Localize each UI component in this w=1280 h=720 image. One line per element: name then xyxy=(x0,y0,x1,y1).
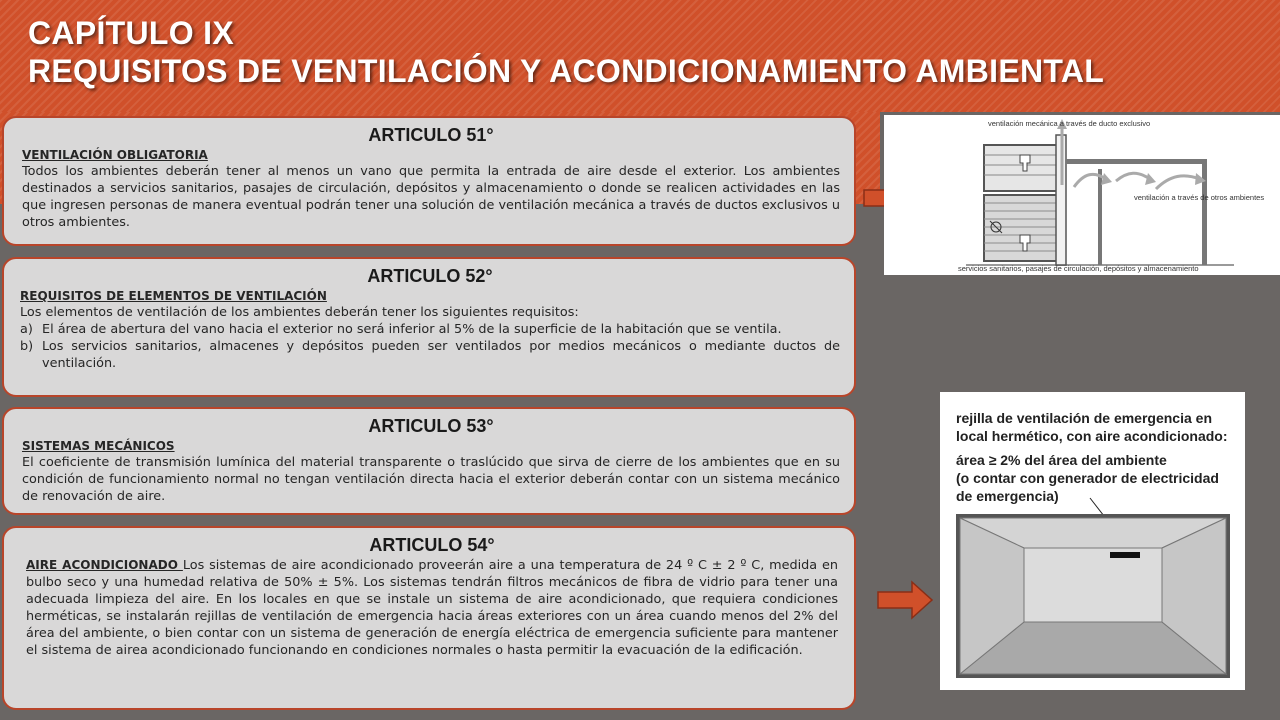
item-b-marker: b) xyxy=(20,339,34,354)
page-title xyxy=(28,14,1104,90)
hermetic-room-figure xyxy=(940,392,1245,690)
article-51-subtitle: VENTILACIÓN OBLIGATORIA xyxy=(22,148,208,162)
article-54-title: ARTICULO 54° xyxy=(369,535,495,555)
article-51-text: Todos los ambientes deberán tener al menos un vano que permita la entrada de aire desde el exterior. Los ambientes destinados a servicios sanitarios, pasajes de circulación, depósitos y almacenamiento o donde se realicen actividades en las que ingresen personas de manera eventual podrán tener una solución de ventilación mecánica a través de ductos exclusivos u otros ambientes. xyxy=(22,164,840,230)
article-52-text: Los elementos de ventilación de los ambientes deberán tener los siguientes requisitos: xyxy=(20,305,579,320)
article-51-title: ARTICULO 51° xyxy=(368,125,494,145)
article-52-title: ARTICULO 52° xyxy=(367,266,493,286)
label-service-rooms: servicios sanitarios, pasajes de circulación, depósitos y almacenamiento xyxy=(958,264,1199,273)
fig2-line-2: local hermético, con aire acondicionado: xyxy=(956,428,1228,444)
item-b-text: Los servicios sanitarios, almacenes y depósitos pueden ser ventilados por medios mecánicos o mediante ductos de ventilación. xyxy=(42,339,840,371)
article-52-item-a xyxy=(20,321,840,338)
article-52-item-b xyxy=(20,338,840,372)
article-54-text: Los sistemas de aire acondicionado proveerán aire a una temperatura de 24 º C ± 2 º C, medida en bulbo seco y una humedad relativa de 50% ± 5%. Los sistemas tendrán filtros mecánicos de fibra de vidrio para tener una adecuada limpieza del aire. En los locales en que se instale un sistema de aire acondicionado, que requiera condiciones herméticas, se instalarán rejillas de ventilación de emergencia hacia áreas exteriores con un área cuando menos del 2% del área del ambiente, o bien contar con un sistema de generación de energía eléctrica de emergencia suficiente para mantener el sistema de airea acondicionado funcionando en condiciones normales o hasta permitir la evacuación de la edificación. xyxy=(26,558,838,658)
article-52-subtitle: REQUISITOS DE ELEMENTOS DE VENTILACIÓN xyxy=(20,289,327,303)
article-52-box xyxy=(2,257,856,397)
label-exclusive-duct: ventilación mecánica a través de ducto exclusivo xyxy=(988,119,1151,128)
fig2-line-5: de emergencia) xyxy=(956,488,1059,504)
ventilation-diagram xyxy=(884,115,1280,275)
fig2-line-1: rejilla de ventilación de emergencia en xyxy=(956,410,1212,426)
chapter-title: REQUISITOS DE VENTILACIÓN Y ACONDICIONAMIENTO AMBIENTAL xyxy=(28,53,1105,89)
item-a-marker: a) xyxy=(20,322,33,337)
article-53-text: El coeficiente de transmisión lumínica del material transparente o traslúcido que sirva de cierre de los ambientes que en su condición de funcionamiento normal no tengan ventilación directa hacia el exterior deberán contar con un sistema mecánico de renovación de aire. xyxy=(22,455,840,504)
item-a-text: El área de abertura del vano hacia el exterior no será inferior al 5% de la superficie de la habitación que se ventila. xyxy=(42,322,782,337)
article-54-box xyxy=(2,526,856,710)
fig2-line-4: (o contar con generador de electricidad xyxy=(956,470,1219,486)
article-53-subtitle: SISTEMAS MECÁNICOS xyxy=(22,439,175,453)
article-53-box xyxy=(2,407,856,515)
room-perspective-drawing xyxy=(940,392,1245,690)
article-54-subtitle: AIRE ACONDICIONADO xyxy=(26,558,183,572)
chapter-number: CAPÍTULO IX xyxy=(28,15,234,51)
fig2-line-3: área ≥ 2% del área del ambiente xyxy=(956,452,1167,468)
article-53-title: ARTICULO 53° xyxy=(368,416,494,436)
label-other-rooms: ventilación a través de otros ambientes xyxy=(1134,193,1265,202)
arrow-right-icon-2 xyxy=(876,580,934,620)
article-51-box xyxy=(2,116,856,246)
